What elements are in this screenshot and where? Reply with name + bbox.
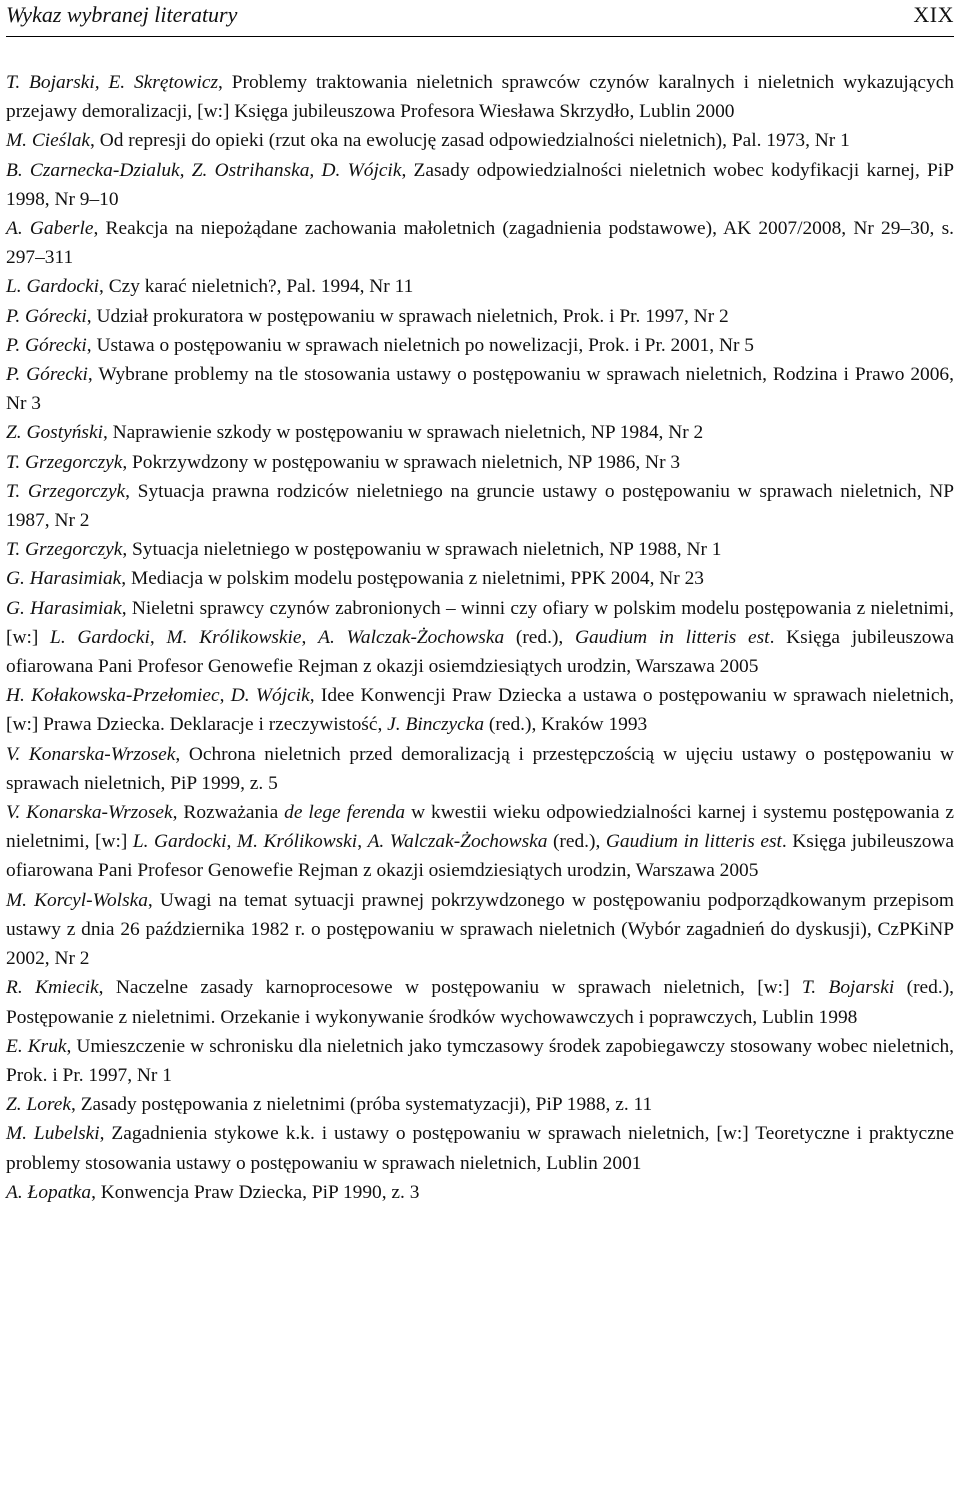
entry-italic-segment: Gaudium in litteris est <box>605 831 782 853</box>
entry-text-segment: , Naczelne zasady karnoprocesowe w postępowaniu w sprawach nieletnich, [w:] <box>98 977 802 999</box>
entry-italic-segment: A. Łopatka <box>6 1181 92 1203</box>
page-number: XIX <box>913 2 954 27</box>
bibliography-entry <box>6 126 954 155</box>
entry-italic-segment: Z. Gostyński <box>6 422 103 444</box>
entry-italic-segment: P. Górecki <box>6 364 88 386</box>
book-page <box>6 0 954 1207</box>
entry-text-segment: , Idee Konwencji Praw Dziecka a ustawa o postępowaniu w sprawach nieletnich, [w:] Prawa Dziecka. Deklaracje i rzeczywistość, <box>6 685 954 736</box>
entry-text-segment: , Ochrona nieletnich przed demoralizacją i przestępczością w ujęciu ustawy o postępowaniu w sprawach nieletnich, PiP 1999, z. 5 <box>6 743 954 794</box>
header-rule <box>6 36 954 37</box>
bibliography-entry <box>6 1090 954 1119</box>
entry-italic-segment: V. Konarska-Wrzosek <box>6 802 173 824</box>
entry-italic-segment: E. Kruk <box>6 1035 67 1057</box>
entry-text-segment: , Mediacja w polskim modelu postępowania z nieletnimi, PPK 2004, Nr 23 <box>121 568 704 590</box>
entry-italic-segment: Gaudium in litteris est <box>574 626 770 648</box>
entry-text-segment: , Sytuacja nieletniego w postępowaniu w sprawach nieletnich, NP 1988, Nr 1 <box>122 539 722 561</box>
entry-italic-segment: A. Walczak-Żochowska <box>318 626 505 648</box>
entry-text-segment: , <box>226 831 237 853</box>
entry-italic-segment: L. Gardocki <box>50 626 150 648</box>
bibliography-entry <box>6 1178 954 1207</box>
entry-text-segment: , Umieszczenie w schronisku dla nieletnich jako tymczasowy środek zapobiegawczy stosowany wobec nieletnich, Prok. i Pr. 1997, Nr 1 <box>6 1035 954 1086</box>
entry-text-segment: , Czy karać nieletnich?, Pal. 1994, Nr 11 <box>99 276 414 298</box>
entry-italic-segment: J. Binczycka <box>387 714 485 736</box>
bibliography-entry <box>6 302 954 331</box>
bibliography-entry <box>6 360 954 418</box>
entry-italic-segment: T. Bojarski <box>801 977 895 999</box>
entry-text-segment: , Sytuacja prawna rodziców nieletniego na gruncie ustawy o postępowaniu w sprawach nieletnich, NP 1987, Nr 2 <box>6 480 954 532</box>
bibliography-entry <box>6 214 954 272</box>
entry-italic-segment: H. Kołakowska-Przełomiec <box>6 685 220 707</box>
entry-text-segment: , <box>219 685 231 707</box>
entry-italic-segment: L. Gardocki <box>6 276 99 298</box>
entry-italic-segment: D. Wójcik <box>230 685 310 707</box>
entry-text-segment: , Udział prokuratora w postępowaniu w sprawach nieletnich, Prok. i Pr. 1997, Nr 2 <box>86 305 729 327</box>
entry-text-segment: , Ustawa o postępowaniu w sprawach nieletnich po nowelizacji, Prok. i Pr. 2001, Nr 5 <box>86 334 755 356</box>
bibliography-entry <box>6 418 954 447</box>
entry-italic-segment: T. Grzegorczyk <box>6 539 123 561</box>
entry-italic-segment: B. Czarnecka-Dzialuk, Z. Ostrihanska, D. Wójcik <box>6 159 402 181</box>
entry-italic-segment: T. Bojarski, E. Skrętowicz <box>6 72 219 93</box>
entry-italic-segment: V. Konarska-Wrzosek <box>6 743 176 765</box>
bibliography-entry <box>6 886 954 974</box>
entry-italic-segment: G. Harasimiak <box>6 568 122 590</box>
bibliography-entry <box>6 448 954 477</box>
bibliography-entry <box>6 973 954 1031</box>
bibliography-entry <box>6 535 954 564</box>
entry-italic-segment: Z. Lorek <box>6 1094 71 1116</box>
entry-text-segment: (red.), <box>547 831 606 853</box>
entry-italic-segment: M. Królikowskie <box>166 626 302 648</box>
entry-text-segment: (red.), Postępowanie z nieletnimi. Orzekanie i wykonywanie środków wychowawczych i poprawczych, Lublin 1998 <box>6 977 955 1028</box>
entry-text-segment: . Księga jubileuszowa ofiarowana Pani Profesor Genowefie Rejman z okazji osiemdziesiątych urodzin, Warszawa 2005 <box>6 831 954 882</box>
entry-italic-segment: L. Gardocki <box>132 831 227 853</box>
entry-text-segment: , <box>149 626 167 648</box>
bibliography-entry <box>6 331 954 360</box>
entry-italic-segment: R. Kmiecik <box>6 977 99 999</box>
bibliography-entry <box>6 1032 954 1090</box>
bibliography-entry <box>6 156 954 214</box>
entry-text-segment: , Zasady postępowania z nieletnimi (próba systematyzacji), PiP 1988, z. 11 <box>71 1094 653 1116</box>
bibliography-entry <box>6 798 954 886</box>
entry-text-segment: , Wybrane problemy na tle stosowania ustawy o postępowaniu w sprawach nieletnich, Rodzina i Prawo 2006, Nr 3 <box>6 364 954 415</box>
entry-text-segment: , <box>357 831 368 853</box>
entry-text-segment: w kwestii wieku odpowiedzialności karnej i systemu postępowania z nieletnimi, [w:] <box>6 802 955 853</box>
entry-text-segment: (red.), <box>504 626 575 648</box>
entry-text-segment: , Uwagi na temat sytuacji prawnej pokrzywdzonego w postępowaniu podporządkowanym przepisom ustawy z dnia 26 października 1982 r. o postępowaniu w sprawach nieletnich (Wybór zagadnień do dyskusji), CzPKiNP 2002, Nr 2 <box>6 889 954 970</box>
entry-italic-segment: M. Korcyl-Wolska <box>6 889 148 911</box>
running-head <box>6 0 954 34</box>
entry-text-segment: , Reakcja na niepożądane zachowania małoletnich (zagadnienia podstawowe), AK 2007/2008, Nr 29–30, s. 297–311 <box>6 218 954 269</box>
entry-italic-segment: P. Górecki <box>6 305 87 327</box>
bibliography-entry <box>6 740 954 798</box>
bibliography-entry <box>6 1119 954 1177</box>
bibliography-entry <box>6 681 954 739</box>
entry-text-segment: , Rozważania <box>172 802 285 824</box>
entry-text-segment: , <box>301 626 319 648</box>
entry-text-segment: (red.), Kraków 1993 <box>484 714 648 736</box>
entry-text-segment: , Od represji do opieki (rzut oka na ewolucję zasad odpowiedzialności nieletnich), Pal. 1973, Nr 1 <box>90 130 850 152</box>
bibliography-entry <box>6 272 954 301</box>
entry-text-segment: , Problemy traktowania nieletnich sprawców czynów karalnych i nieletnich wykazujących przejawy demoralizacji, [w:] Księga jubileuszowa Profesora Wiesława Skrzydło, Lublin 2000 <box>6 72 955 123</box>
entry-italic-segment: A. Gaberle <box>6 218 94 240</box>
entry-italic-segment: G. Harasimiak <box>6 597 122 619</box>
entry-text-segment: . Księga jubileuszowa ofiarowana Pani Profesor Genowefie Rejman z okazji osiemdziesiątych urodzin, Warszawa 2005 <box>6 626 955 678</box>
entry-text-segment: , Zagadnienia stykowe k.k. i ustawy o postępowaniu w sprawach nieletnich, [w:] Teoretyczne i praktyczne problemy stosowania ustawy o postępowaniu w sprawach nieletnich, Lublin 2001 <box>6 1123 954 1174</box>
bibliography-list <box>6 68 954 1207</box>
bibliography-entry <box>6 594 954 682</box>
entry-italic-segment: A. Walczak-Żochowska <box>367 831 548 853</box>
entry-italic-segment: de lege ferenda <box>284 802 406 824</box>
bibliography-entry <box>6 477 954 535</box>
entry-italic-segment: M. Cieślak <box>6 130 91 152</box>
entry-text-segment: , Nieletni sprawcy czynów zabronionych – winni czy ofiary w polskim modelu postępowania z nieletnimi, [w:] <box>6 597 955 648</box>
running-head-title: Wykaz wybranej literatury <box>6 2 238 27</box>
entry-italic-segment: P. Górecki <box>6 334 87 356</box>
entry-text-segment: , Naprawienie szkody w postępowaniu w sprawach nieletnich, NP 1984, Nr 2 <box>102 422 704 444</box>
bibliography-entry <box>6 68 954 126</box>
entry-text-segment: , Zasady odpowiedzialności nieletnich wobec kodyfikacji karnej, PiP 1998, Nr 9–10 <box>6 159 954 210</box>
entry-italic-segment: T. Grzegorczyk <box>6 451 123 473</box>
entry-italic-segment: T. Grzegorczyk <box>6 480 126 502</box>
entry-text-segment: , Pokrzywdzony w postępowaniu w sprawach nieletnich, NP 1986, Nr 3 <box>122 451 681 473</box>
entry-text-segment: , Konwencja Praw Dziecka, PiP 1990, z. 3 <box>91 1181 420 1203</box>
entry-italic-segment: M. Królikowski <box>236 831 358 853</box>
entry-italic-segment: M. Lubelski <box>6 1123 100 1145</box>
bibliography-entry <box>6 564 954 593</box>
